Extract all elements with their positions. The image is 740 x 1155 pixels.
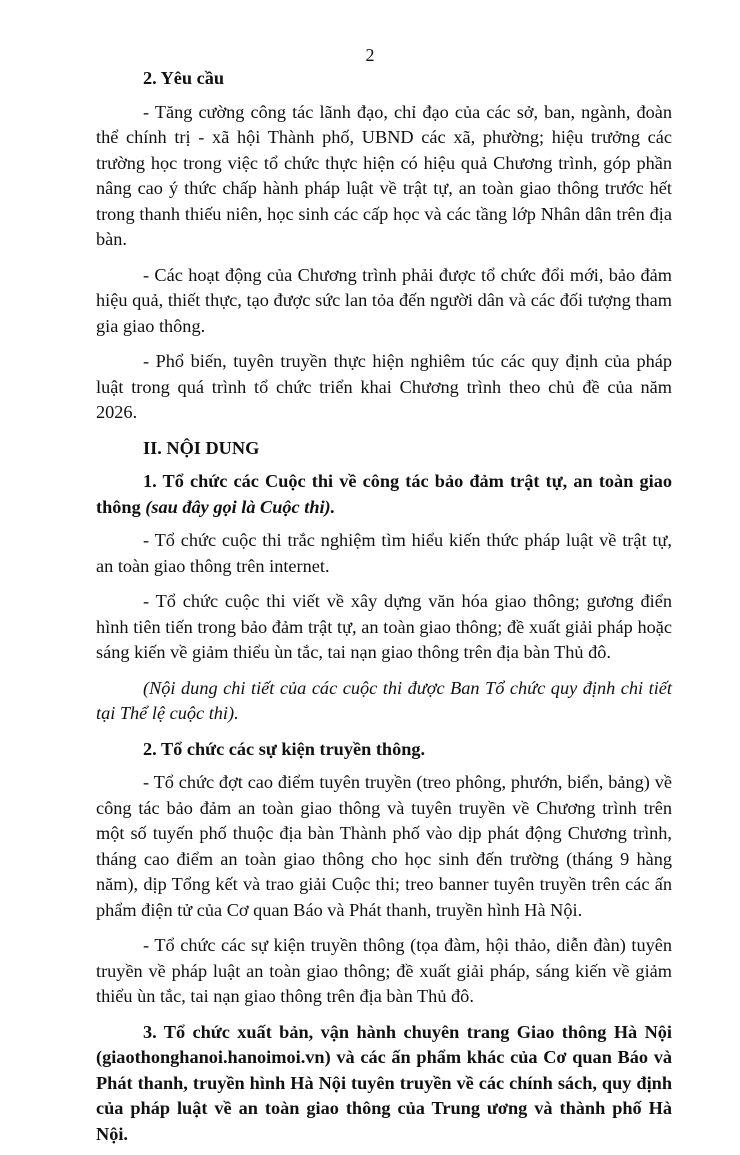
section-heading-noi-dung: II. NỘI DUNG	[143, 437, 260, 458]
item3-heading: 3. Tổ chức xuất bản, vận hành chuyên trang Giao thông Hà Nội (giaothonghanoi.hanoimoi.vn) và các ấn phẩm khác của Cơ quan Báo và Phát thanh, truyền hình Hà Nội tuyên truyền về các chính sách, quy định của pháp luật về an toàn giao thông của Trung ương và thành phố Hà Nội.	[96, 1021, 672, 1144]
item1-heading-italic: (sau đây gọi là Cuộc thi).	[145, 496, 336, 517]
item1-heading-bold: 1. Tổ chức các Cuộc thi về công tác bảo đảm trật tự, an toàn giao thông	[96, 471, 672, 517]
paragraph-yeu-cau-3: - Phổ biến, tuyên truyền thực hiện nghiêm túc các quy định của pháp luật trong quá trình tổ chức triển khai Chương trình theo chủ đề của năm 2026.	[96, 351, 672, 422]
section-heading-yeu-cau: 2. Yêu cầu	[143, 68, 225, 88]
document-body	[96, 66, 672, 1155]
paragraph-yeu-cau-1: - Tăng cường công tác lãnh đạo, chỉ đạo của các sở, ban, ngành, đoàn thể chính trị - xã hội Thành phố, UBND các xã, phường; hiệu trưởng các trường học trong việc tổ chức thực hiện có hiệu quả Chương trình, góp phần nâng cao ý thức chấp hành pháp luật về trật tự, an toàn giao thông trước hết trong thanh thiếu niên, học sinh các cấp học và các tầng lớp Nhân dân trên địa bàn.	[96, 101, 672, 249]
item2-heading: 2. Tổ chức các sự kiện truyền thông.	[143, 738, 426, 759]
page-number: 2	[365, 45, 375, 65]
paragraph-yeu-cau-2: - Các hoạt động của Chương trình phải được tổ chức đổi mới, bảo đảm hiệu quả, thiết thực, tạo được sức lan tỏa đến người dân và các đối tượng tham gia giao thông.	[96, 264, 672, 336]
item1-paragraph-2: - Tổ chức cuộc thi viết về xây dựng văn hóa giao thông; gương điển hình tiên tiến trong bảo đảm trật tự, an toàn giao thông; đề xuất giải pháp hoặc sáng kiến về giảm thiểu ùn tắc, tai nạn giao thông trên địa bàn Thủ đô.	[96, 591, 672, 662]
item1-paragraph-1: - Tổ chức cuộc thi trắc nghiệm tìm hiểu kiến thức pháp luật về trật tự, an toàn giao thông trên internet.	[96, 530, 672, 576]
item1-heading	[96, 469, 672, 520]
item2-paragraph-1: - Tổ chức đợt cao điểm tuyên truyền (treo phông, phướn, biển, bảng) về công tác bảo đảm an toàn giao thông và tuyên truyền về Chương trình trên một số tuyến phố thuộc địa bàn Thành phố vào dịp phát động Chương trình, tháng cao điểm an toàn giao thông cho học sinh đến trường (tháng 9 hàng năm), dịp Tổng kết và trao giải Cuộc thi; treo banner tuyên truyền trên các ấn phẩm điện tử của Cơ quan Báo và Phát thanh, truyền hình Hà Nội.	[96, 772, 672, 920]
item1-note: (Nội dung chi tiết của các cuộc thi được Ban Tổ chức quy định chi tiết tại Thể lệ cuộc thi).	[96, 677, 672, 723]
item2-paragraph-2: - Tổ chức các sự kiện truyền thông (tọa đàm, hội thảo, diễn đàn) tuyên truyền về pháp luật an toàn giao thông; đề xuất giải pháp, sáng kiến về giảm thiểu ùn tắc, tai nạn giao thông trên địa bàn Thủ đô.	[96, 935, 672, 1006]
